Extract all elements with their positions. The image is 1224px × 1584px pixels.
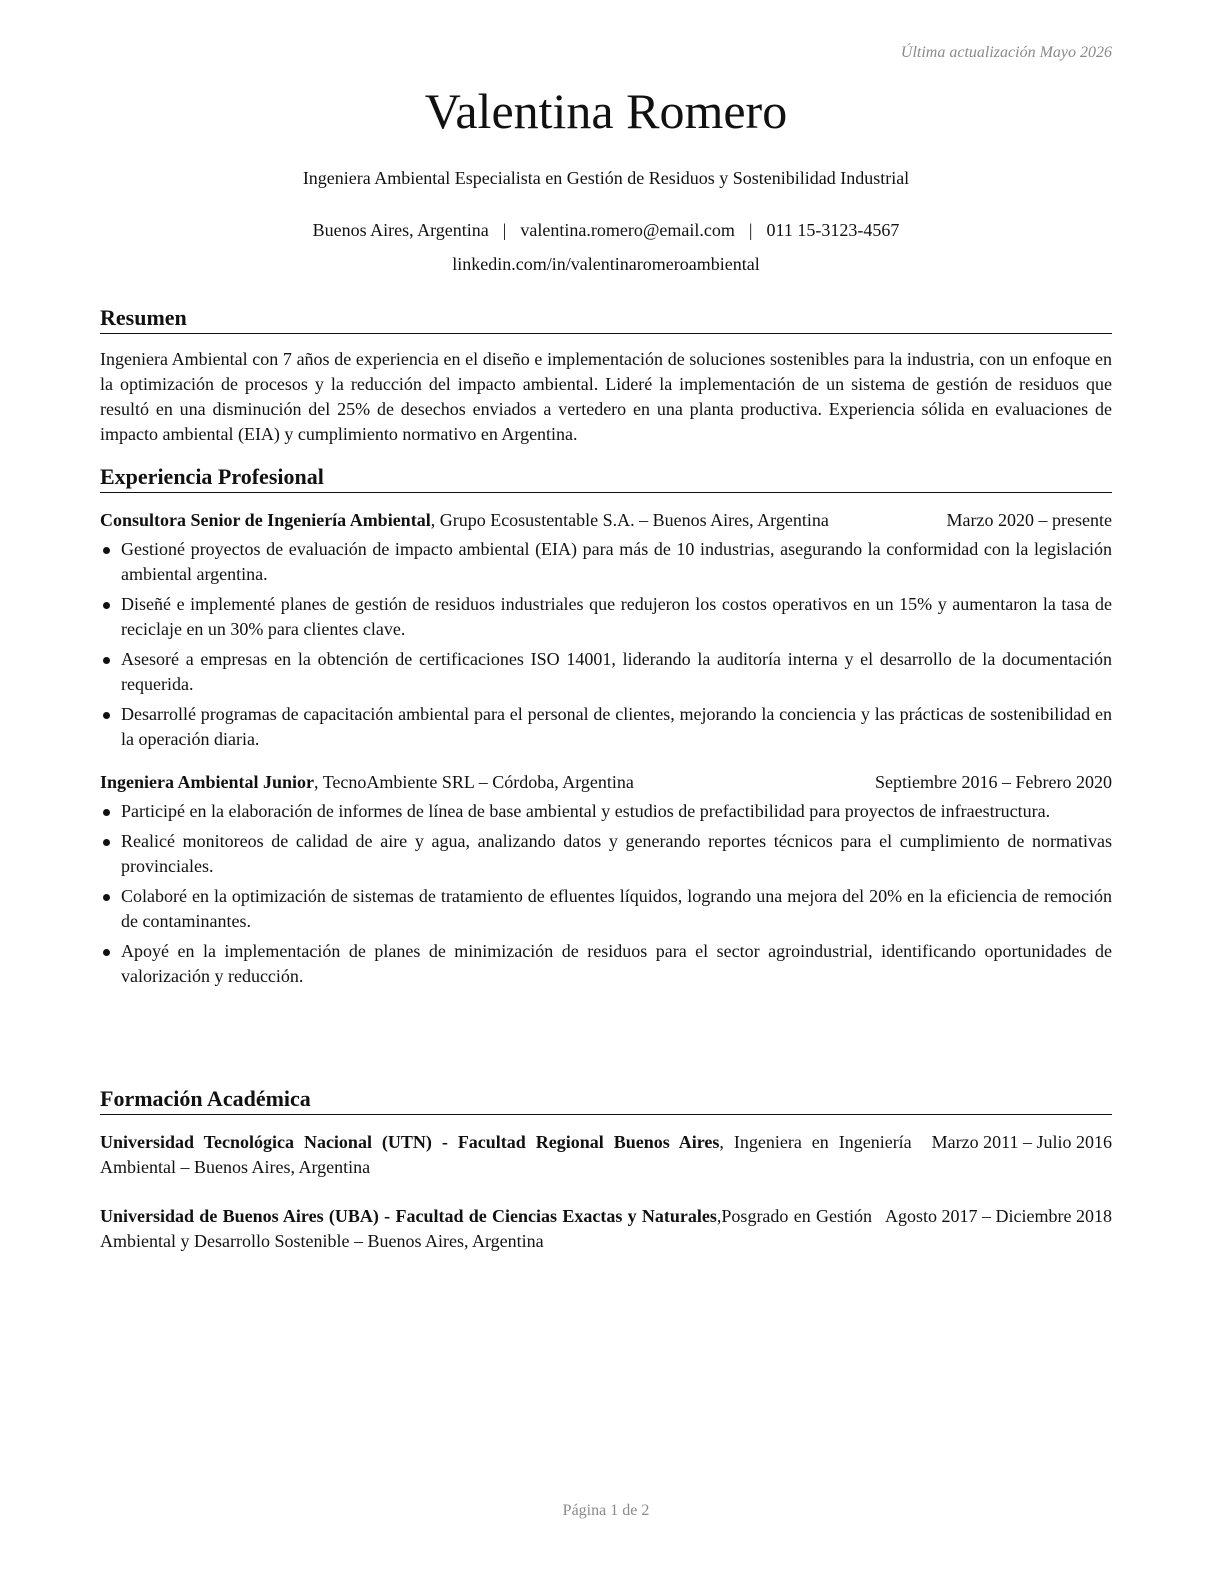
job-header: [100, 508, 1112, 533]
job-title-line: [100, 508, 947, 533]
job-title-line: [100, 770, 872, 795]
job-details: , TecnoAmbiente SRL – Córdoba, Argentina: [314, 772, 634, 792]
phone-number: 011 15-3123-4567: [766, 220, 900, 240]
job-entry: [100, 770, 1112, 989]
job-dates: Septiembre 2016 – Febrero 2020: [875, 772, 1112, 792]
education-title-line: [100, 1204, 872, 1254]
job-bullets: [100, 537, 1112, 752]
job-dates: Marzo 2020 – presente: [946, 510, 1112, 530]
bullet-text: Colaboré en la optimización de sistemas de tratamiento de efluentes líquidos, logrando una mejora del 20% en la eficiencia de remoción de contaminantes.: [121, 886, 1112, 931]
bullet-icon: [103, 949, 110, 956]
bullet-text: Realicé monitoreos de calidad de aire y agua, analizando datos y generando reportes técnicos para el cumplimiento de normativas provinciales.: [121, 831, 1112, 876]
education-entry: [100, 1204, 1112, 1254]
list-item: [100, 799, 1112, 824]
linkedin-link[interactable]: linkedin.com/in/valentinaromeroambiental: [452, 254, 760, 274]
job-entry: [100, 508, 1112, 752]
list-item: [100, 592, 1112, 642]
summary-section: [100, 304, 1112, 447]
list-item: [100, 647, 1112, 697]
bullet-text: Apoyé en la implementación de planes de minimización de residuos para el sector agroindustrial, identificando oportunidades de valorización y reducción.: [121, 941, 1112, 986]
bullet-icon: [103, 839, 110, 846]
resume-page: [100, 0, 1112, 1584]
contact-line: [100, 220, 1112, 241]
last-updated-note: Última actualización Mayo 2026: [900, 44, 1112, 61]
education-entry: [100, 1130, 1112, 1180]
page-number: Página 1 de 2: [562, 1502, 650, 1519]
bullet-icon: [103, 712, 110, 719]
degree-details: , Ingeniera en Ingeniería Ambiental – Buenos Aires, Argentina: [100, 1132, 912, 1177]
job-details: , Grupo Ecosustentable S.A. – Buenos Aires, Argentina: [430, 510, 829, 530]
section-title: Experiencia Profesional: [100, 463, 1112, 493]
bullet-icon: [103, 547, 110, 554]
list-item: [100, 939, 1112, 989]
experience-section: [100, 463, 1112, 994]
bullet-text: Gestioné proyectos de evaluación de impacto ambiental (EIA) para más de 10 industrias, asegurando la conformidad con la legislación ambiental argentina.: [121, 539, 1112, 584]
separator: |: [748, 220, 753, 240]
bullet-icon: [103, 602, 110, 609]
list-item: [100, 537, 1112, 587]
bullet-text: Participé en la elaboración de informes de línea de base ambiental y estudios de prefactibilidad para proyectos de infraestructura.: [121, 801, 1051, 821]
education-header: [100, 1130, 1112, 1180]
section-title: Resumen: [100, 304, 1112, 334]
job-header: [100, 770, 1112, 795]
job-bullets: [100, 799, 1112, 989]
job-role: Consultora Senior de Ingeniería Ambiental: [100, 510, 431, 530]
bullet-text: Diseñé e implementé planes de gestión de residuos industriales que redujeron los costos operativos en un 15% y aumentaron la tasa de reciclaje en un 30% para clientes clave.: [121, 594, 1112, 639]
bullet-icon: [103, 657, 110, 664]
list-item: [100, 702, 1112, 752]
candidate-name: Valentina Romero: [424, 83, 788, 139]
list-item: [100, 884, 1112, 934]
bullet-text: Desarrollé programas de capacitación ambiental para el personal de clientes, mejorando la conciencia y las prácticas de sostenibilidad en la operación diaria.: [121, 704, 1112, 749]
bullet-icon: [103, 809, 110, 816]
section-title: Formación Académica: [100, 1085, 1112, 1115]
list-item: [100, 829, 1112, 879]
institution-name: Universidad Tecnológica Nacional (UTN) - Facultad Regional Buenos Aires: [100, 1132, 720, 1152]
location: Buenos Aires, Argentina: [312, 220, 489, 240]
headline: Ingeniera Ambiental Especialista en Gestión de Residuos y Sostenibilidad Industrial: [302, 168, 910, 188]
degree-details: ,Posgrado en Gestión Ambiental y Desarrollo Sostenible – Buenos Aires, Argentina: [100, 1206, 872, 1251]
bullet-icon: [103, 894, 110, 901]
summary-text: Ingeniera Ambiental con 7 años de experiencia en el diseño e implementación de soluciones sostenibles para la industria, con un enfoque en la optimización de procesos y la reducción del impacto ambiental. Lideré la implementación de un sistema de gestión de residuos que resultó en una disminución del 25% de desechos enviados a vertedero en una planta productiva. Experiencia sólida en evaluaciones de impacto ambiental (EIA) y cumplimiento normativo en Argentina.: [100, 349, 1112, 444]
job-role: Ingeniera Ambiental Junior: [100, 772, 315, 792]
education-dates: Marzo 2011 – Julio 2016: [931, 1132, 1112, 1152]
education-header: [100, 1204, 1112, 1254]
education-section: [100, 1085, 1112, 1254]
email-link[interactable]: valentina.romero@email.com: [520, 220, 735, 240]
education-dates: Agosto 2017 – Diciembre 2018: [885, 1206, 1112, 1226]
bullet-text: Asesoré a empresas en la obtención de certificaciones ISO 14001, liderando la auditoría interna y el desarrollo de la documentación requerida.: [121, 649, 1112, 694]
education-title-line: [100, 1130, 932, 1180]
separator: |: [502, 220, 507, 240]
institution-name: Universidad de Buenos Aires (UBA) - Facultad de Ciencias Exactas y Naturales: [100, 1206, 717, 1226]
